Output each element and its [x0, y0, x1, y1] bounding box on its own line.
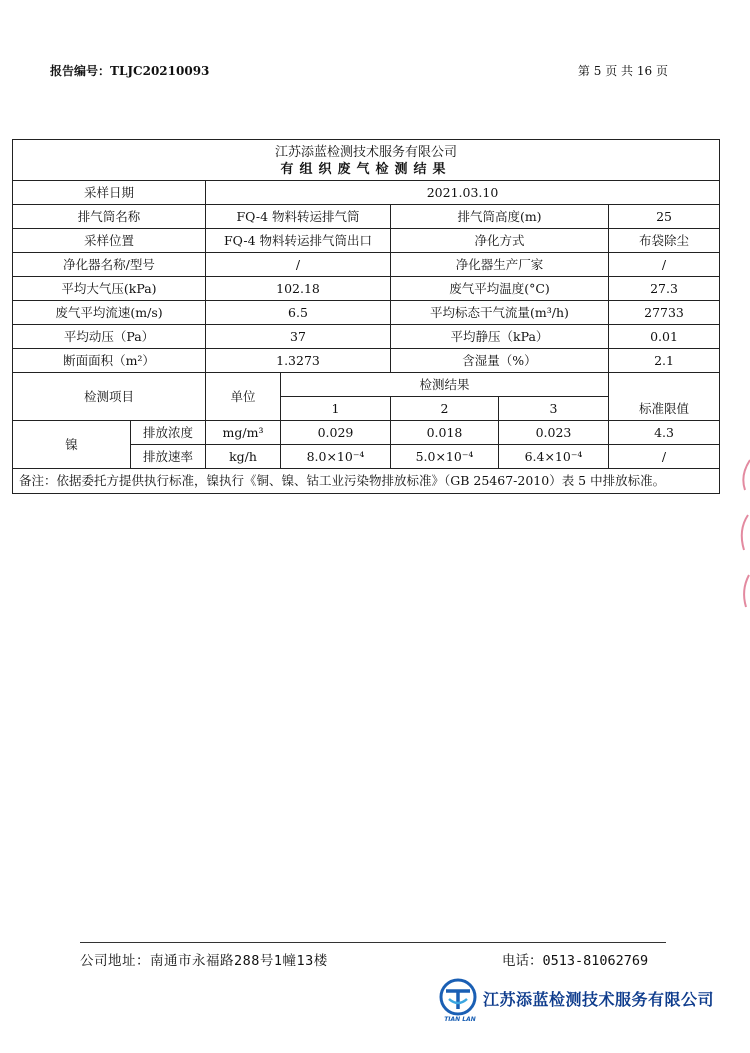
info-value: 2.1: [609, 349, 720, 373]
address-label: 公司地址：: [80, 953, 150, 969]
info-label: 排气筒名称: [13, 205, 206, 229]
stamp-edge-icon: [736, 455, 750, 615]
param-unit: kg/h: [206, 445, 281, 469]
info-label: 断面面积（m²）: [13, 349, 206, 373]
page-mid: 页 共: [605, 64, 634, 78]
result-row-concentration: [13, 421, 720, 445]
header-limit-top: 标准限值: [609, 373, 720, 421]
page-suffix: 页: [655, 64, 668, 78]
note-text: 备注：依据委托方提供执行标准，镍执行《铜、镍、钴工业污染物排放标准》（GB 25467-2010）表 5 中排放标准。: [13, 469, 720, 494]
results-header-row: [13, 373, 720, 397]
info-value: 布袋除尘: [609, 229, 720, 253]
page-current: 5: [593, 64, 602, 78]
info-label: 平均动压（Pa）: [13, 325, 206, 349]
info-value: FQ-4 物料转运排气筒: [206, 205, 391, 229]
report-number-value: TLJC20210093: [110, 64, 210, 78]
phone-label: 电话：: [502, 953, 543, 969]
table-title-row: [13, 140, 720, 181]
info-value: /: [206, 253, 391, 277]
info-label: 采样日期: [13, 181, 206, 205]
info-label: 净化方式: [391, 229, 609, 253]
info-row: [13, 349, 720, 373]
limit-value: /: [609, 445, 720, 469]
param-name: 排放浓度: [131, 421, 206, 445]
info-value: 6.5: [206, 301, 391, 325]
page-prefix: 第: [577, 64, 590, 78]
info-label: 含湿量（%）: [391, 349, 609, 373]
address-value: 南通市永福路288号1幢13楼: [150, 953, 328, 969]
info-row: [13, 325, 720, 349]
header-col-1: 1: [281, 397, 391, 421]
info-value: FQ-4 物料转运排气筒出口: [206, 229, 391, 253]
result-value-1: 8.0×10⁻⁴: [281, 445, 391, 469]
result-value-3: 0.023: [499, 421, 609, 445]
info-label: 平均静压（kPa）: [391, 325, 609, 349]
param-unit: mg/m³: [206, 421, 281, 445]
results-table: [12, 139, 720, 494]
header-item: 检测项目: [13, 373, 206, 421]
result-value-2: 0.018: [391, 421, 499, 445]
result-value-3: 6.4×10⁻⁴: [499, 445, 609, 469]
info-value: /: [609, 253, 720, 277]
info-label: 净化器生产厂家: [391, 253, 609, 277]
report-number: [50, 62, 209, 79]
info-value: 0.01: [609, 325, 720, 349]
result-value-1: 0.029: [281, 421, 391, 445]
note-row: [13, 469, 720, 494]
info-row-date: [13, 181, 720, 205]
pollutant-name: 镍: [13, 421, 131, 469]
info-label: 采样位置: [13, 229, 206, 253]
info-row: [13, 253, 720, 277]
result-value-2: 5.0×10⁻⁴: [391, 445, 499, 469]
header-col-3: 3: [499, 397, 609, 421]
info-value: 1.3273: [206, 349, 391, 373]
company-phone: [502, 949, 648, 969]
header-unit: 单位: [206, 373, 281, 421]
page-indicator: [578, 62, 668, 79]
info-label: 排气筒高度(m): [391, 205, 609, 229]
info-label: 废气平均流速(m/s): [13, 301, 206, 325]
company-logo-icon: [438, 977, 478, 1017]
report-title: 有组织废气检测结果: [280, 161, 452, 177]
info-label: 废气平均温度(°C): [391, 277, 609, 301]
report-number-label: 报告编号：: [50, 64, 111, 78]
param-name: 排放速率: [131, 445, 206, 469]
limit-value: 4.3: [609, 421, 720, 445]
info-row: [13, 229, 720, 253]
company-address: [80, 949, 328, 969]
info-row: [13, 205, 720, 229]
company-name: 江苏添蓝检测技术服务有限公司: [275, 144, 458, 160]
info-value: 25: [609, 205, 720, 229]
info-row: [13, 301, 720, 325]
footer-divider: [80, 942, 666, 943]
table-title-cell: [13, 140, 720, 181]
info-row: [13, 277, 720, 301]
logo-subtext: TIAN LAN: [444, 1016, 476, 1023]
header-results: 检测结果: [281, 373, 609, 397]
page-total: 16: [636, 64, 653, 78]
phone-value: 0513-81062769: [542, 953, 649, 969]
info-label: 平均标态干气流量(m³/h): [391, 301, 609, 325]
info-value: 2021.03.10: [206, 181, 720, 205]
info-value: 37: [206, 325, 391, 349]
info-value: 27.3: [609, 277, 720, 301]
info-value: 27733: [609, 301, 720, 325]
header-col-2: 2: [391, 397, 499, 421]
info-label: 净化器名称/型号: [13, 253, 206, 277]
info-value: 102.18: [206, 277, 391, 301]
info-label: 平均大气压(kPa): [13, 277, 206, 301]
logo-company-name: 江苏添蓝检测技术服务有限公司: [483, 990, 715, 1009]
